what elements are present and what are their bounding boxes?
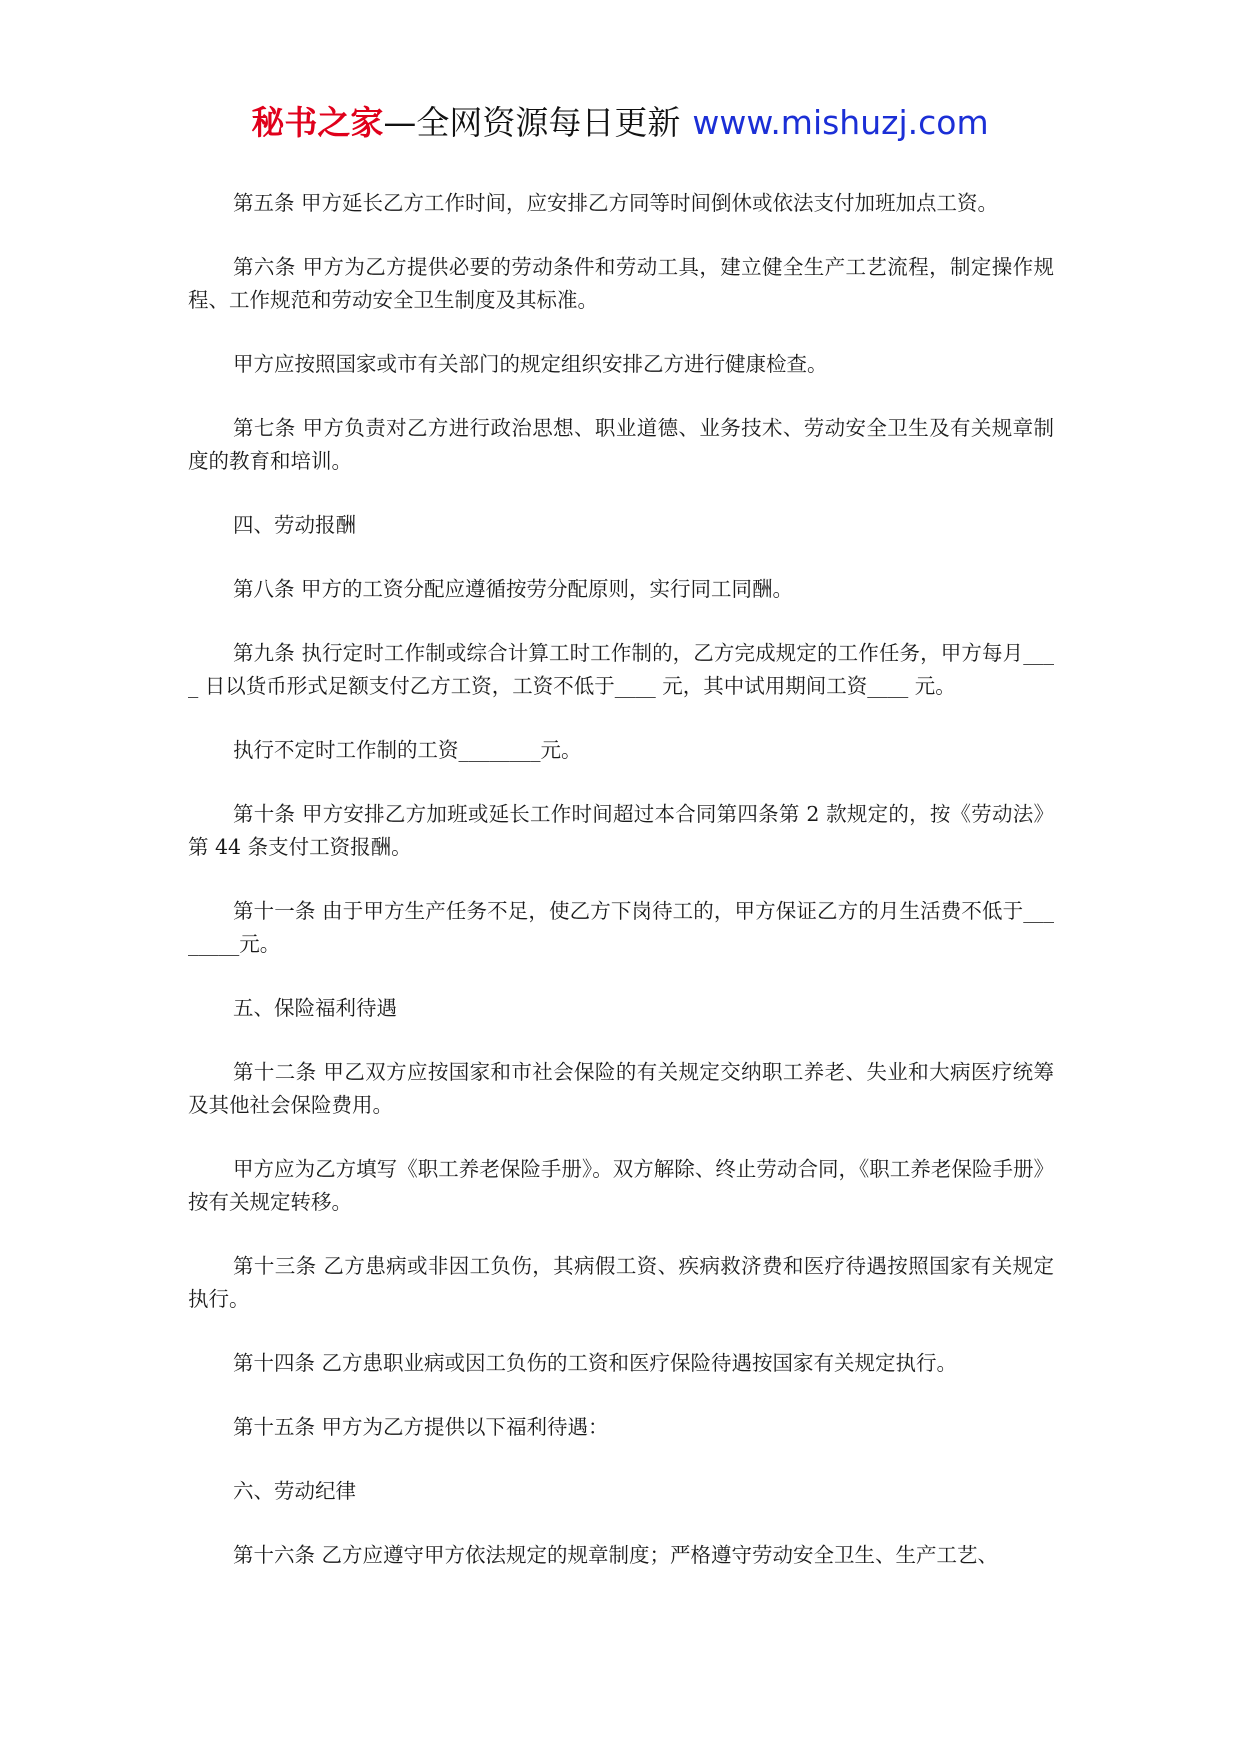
paragraph-article-7: 第七条 甲方负责对乙方进行政治思想、职业道德、业务技术、劳动安全卫生及有关规章制度的教育和培训。 <box>188 416 1054 473</box>
paragraph-article-6: 第六条 甲方为乙方提供必要的劳动条件和劳动工具，建立健全生产工艺流程，制定操作规程、工作规范和劳动安全卫生制度及其标准。 <box>188 255 1054 312</box>
paragraph-article-9: 第九条 执行定时工作制或综合计算工时工作制的，乙方完成规定的工作任务，甲方每月____ 日以货币形式足额支付乙方工资，工资不低于____ 元，其中试用期间工资____ 元。 <box>188 641 1054 698</box>
site-url-link[interactable]: www.mishuzj.com <box>692 103 989 142</box>
paragraph-pension-book: 甲方应为乙方填写《职工养老保险手册》。双方解除、终止劳动合同，《职工养老保险手册》按有关规定转移。 <box>188 1157 1054 1214</box>
section-heading-discipline: 六、劳动纪律 <box>233 1479 356 1503</box>
paragraph-article-16: 第十六条 乙方应遵守甲方依法规定的规章制度；严格遵守劳动安全卫生、生产工艺、 <box>233 1543 999 1567</box>
paragraph-article-8: 第八条 甲方的工资分配应遵循按劳分配原则，实行同工同酬。 <box>233 577 794 601</box>
site-header <box>0 101 1240 145</box>
paragraph-article-10: 第十条 甲方安排乙方加班或延长工作时间超过本合同第四条第 2 款规定的，按《劳动法》第 44 条支付工资报酬。 <box>188 802 1054 859</box>
section-heading-insurance: 五、保险福利待遇 <box>233 996 397 1020</box>
paragraph-flexible-wage: 执行不定时工作制的工资________元。 <box>233 738 582 762</box>
paragraph-article-5: 第五条 甲方延长乙方工作时间，应安排乙方同等时间倒休或依法支付加班加点工资。 <box>233 191 999 215</box>
header-tagline: —全网资源每日更新 <box>383 103 681 142</box>
document-body <box>188 187 1054 1603</box>
brand-name: 秘书之家 <box>251 103 384 142</box>
paragraph-article-12: 第十二条 甲乙双方应按国家和市社会保险的有关规定交纳职工养老、失业和大病医疗统筹及其他社会保险费用。 <box>188 1060 1054 1117</box>
paragraph-article-13: 第十三条 乙方患病或非因工负伤，其病假工资、疾病救济费和医疗待遇按照国家有关规定执行。 <box>188 1254 1054 1311</box>
paragraph-health-check: 甲方应按照国家或市有关部门的规定组织安排乙方进行健康检查。 <box>233 352 828 376</box>
paragraph-article-15: 第十五条 甲方为乙方提供以下福利待遇： <box>233 1415 609 1439</box>
section-heading-remuneration: 四、劳动报酬 <box>233 513 356 537</box>
paragraph-article-14: 第十四条 乙方患职业病或因工负伤的工资和医疗保险待遇按国家有关规定执行。 <box>233 1351 958 1375</box>
paragraph-article-11: 第十一条 由于甲方生产任务不足，使乙方下岗待工的，甲方保证乙方的月生活费不低于________元。 <box>188 899 1054 956</box>
